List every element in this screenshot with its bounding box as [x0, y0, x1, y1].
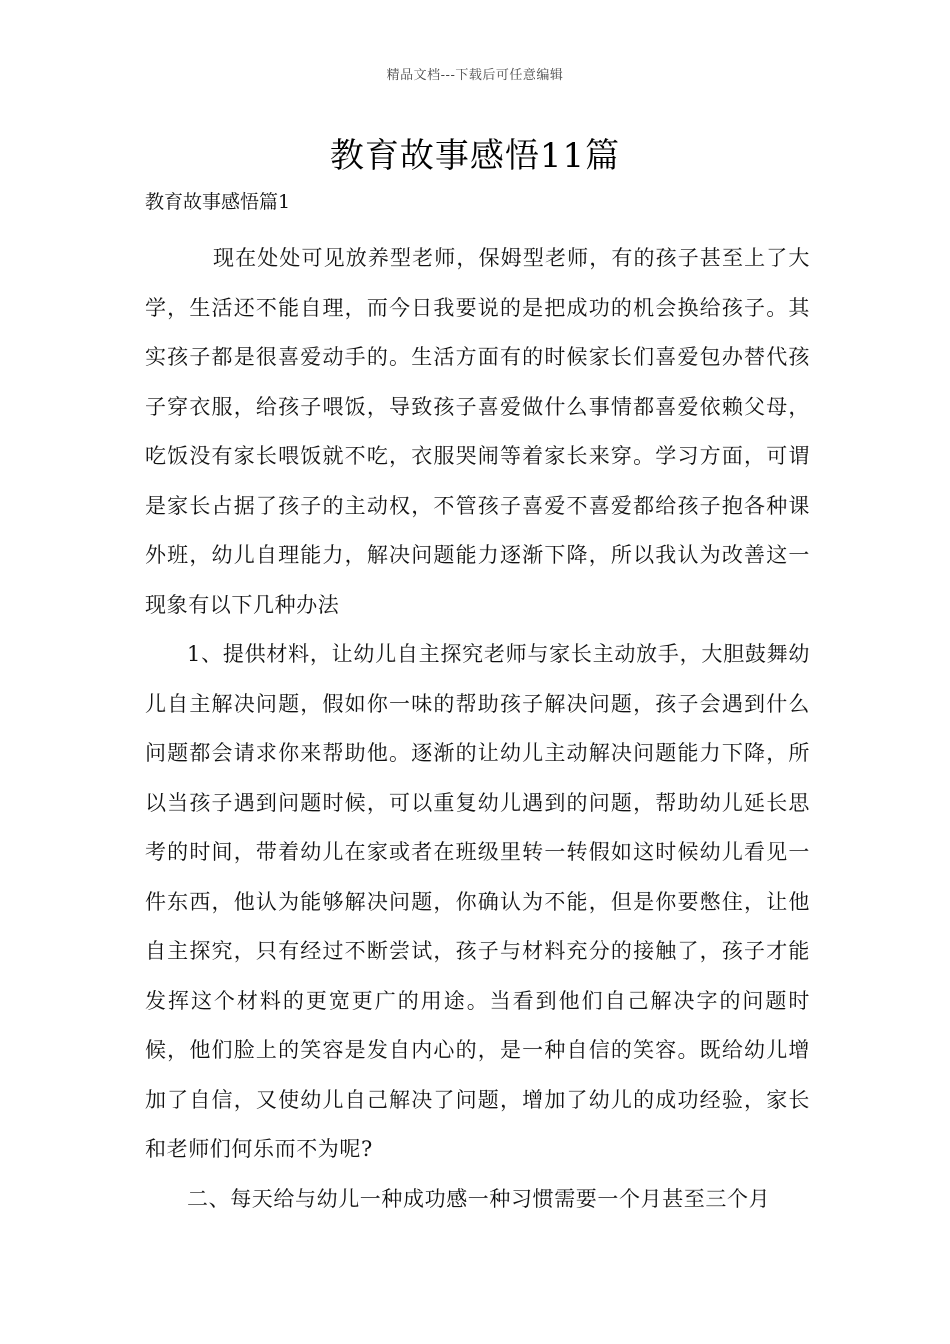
document-body	[145, 234, 810, 1224]
document-title: 教育故事感悟11篇	[329, 136, 621, 176]
paragraph-intro: 现在处处可见放养型老师，保姆型老师，有的孩子甚至上了大学，生活还不能自理，而今日我要说的是把成功的机会换给孩子。其实孩子都是很喜爱动手的。生活方面有的时候家长们喜爱包办替代孩子穿衣服，给孩子喂饭，导致孩子喜爱做什么事情都喜爱依赖父母，吃饭没有家长喂饭就不吃，衣服哭闹等着家长来穿。学习方面，可谓是家长占据了孩子的主动权，不管孩子喜爱不喜爱都给孩子抱各种课外班，幼儿自理能力，解决问题能力逐渐下降，所以我认为改善这一现象有以下几种办法	[145, 246, 810, 617]
page-header-note: 精品文档---下载后可任意编辑	[386, 68, 564, 83]
paragraph-point-1: 1、提供材料，让幼儿自主探究老师与家长主动放手，大胆鼓舞幼儿自主解决问题，假如你一味的帮助孩子解决问题，孩子会遇到什么问题都会请求你来帮助他。逐渐的让幼儿主动解决问题能力下降，所以当孩子遇到问题时候，可以重复幼儿遇到的问题，帮助幼儿延长思考的时间，带着幼儿在家或者在班级里转一转假如这时候幼儿看见一件东西，他认为能够解决问题，你确认为不能，但是你要憋住，让他自主探究，只有经过不断尝试，孩子与材料充分的接触了，孩子才能发挥这个材料的更宽更广的用途。当看到他们自己解决字的问题时候，他们脸上的笑容是发自内心的，是一种自信的笑容。既给幼儿增加了自信，又使幼儿自己解决了问题，增加了幼儿的成功经验，家长和老师们何乐而不为呢?	[145, 642, 810, 1161]
section-heading: 教育故事感悟篇1	[145, 191, 291, 213]
paragraph-point-2: 二、每天给与幼儿一种成功感一种习惯需要一个月甚至三个月	[187, 1186, 771, 1211]
